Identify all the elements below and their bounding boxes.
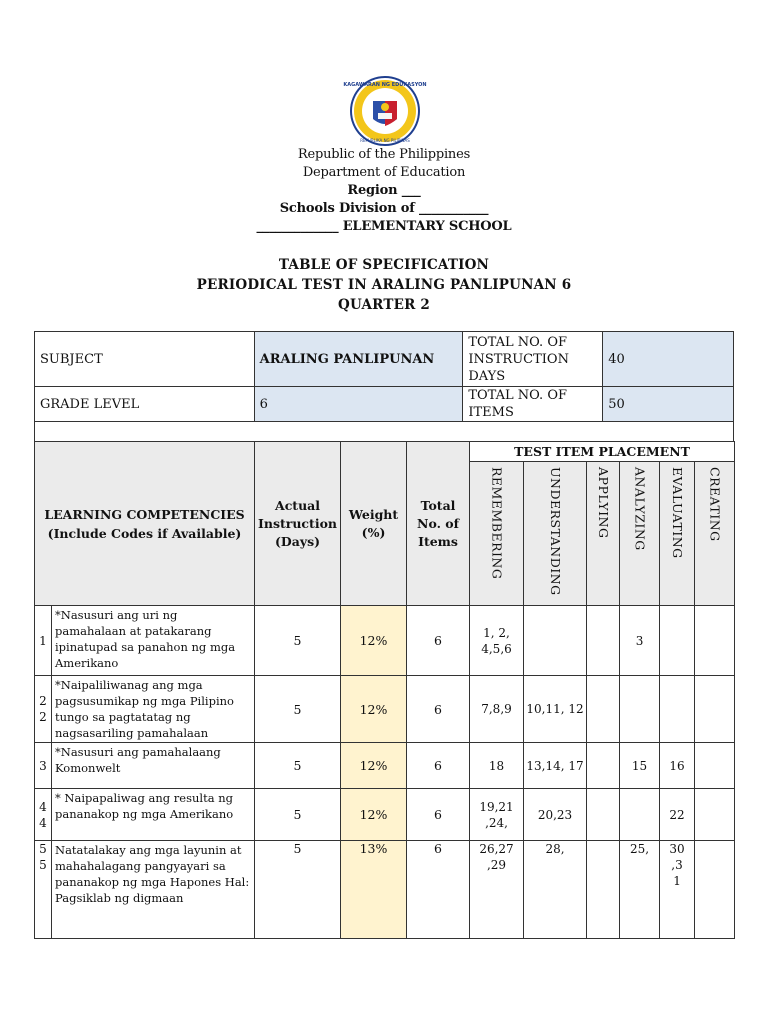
table-row bbox=[35, 841, 735, 939]
grade-label: GRADE LEVEL bbox=[35, 387, 255, 422]
level-applying: APPLYING bbox=[587, 462, 620, 606]
remembering-cell: 19,21 ,24, bbox=[470, 789, 524, 841]
analyzing-cell bbox=[620, 676, 660, 743]
header-school: _____________ ELEMENTARY SCHOOL bbox=[256, 219, 512, 234]
header-division: Schools Division of ___________ bbox=[279, 201, 489, 216]
remembering-cell: 26,27 ,29 bbox=[470, 841, 524, 939]
weight-cell: 12% bbox=[341, 789, 407, 841]
subject-label: SUBJECT bbox=[35, 332, 255, 387]
remembering-cell: 7,8,9 bbox=[470, 676, 524, 743]
understanding-cell: 13,14, 17 bbox=[524, 743, 587, 789]
header-country: Republic of the Philippines bbox=[297, 147, 471, 162]
title-line-1: TABLE OF SPECIFICATION bbox=[278, 257, 490, 273]
creating-cell bbox=[695, 676, 735, 743]
specification-table bbox=[34, 441, 735, 939]
level-understanding: UNDERSTANDING bbox=[524, 462, 587, 606]
creating-cell bbox=[695, 841, 735, 939]
days-cell: 5 bbox=[255, 676, 341, 743]
creating-cell bbox=[695, 743, 735, 789]
applying-cell bbox=[587, 841, 620, 939]
understanding-cell bbox=[524, 606, 587, 676]
items-value: 50 bbox=[603, 387, 734, 422]
subject-value: ARALING PANLIPUNAN bbox=[254, 332, 463, 387]
days-cell: 5 bbox=[255, 743, 341, 789]
deped-seal-icon bbox=[343, 75, 427, 147]
days-label: TOTAL NO. OF INSTRUCTION DAYS bbox=[463, 332, 603, 387]
items-cell: 6 bbox=[407, 676, 470, 743]
weight-cell: 13% bbox=[341, 841, 407, 939]
title-line-3: QUARTER 2 bbox=[337, 297, 431, 313]
days-cell: 5 bbox=[255, 841, 341, 939]
items-cell: 6 bbox=[407, 743, 470, 789]
level-remembering: REMEMBERING bbox=[470, 462, 524, 606]
level-analyzing: ANALYZING bbox=[620, 462, 660, 606]
row-number: 5 5 bbox=[35, 841, 52, 939]
weight-cell: 12% bbox=[341, 676, 407, 743]
col-days: Actual Instruction (Days) bbox=[255, 442, 341, 606]
remembering-cell: 1, 2, 4,5,6 bbox=[470, 606, 524, 676]
analyzing-cell: 15 bbox=[620, 743, 660, 789]
info-table bbox=[34, 331, 734, 442]
weight-cell: 12% bbox=[341, 606, 407, 676]
col-competencies: LEARNING COMPETENCIES (Include Codes if Available) bbox=[35, 442, 255, 606]
understanding-cell: 28, bbox=[524, 841, 587, 939]
svg-text:KAGAWARAN NG EDUKASYON: KAGAWARAN NG EDUKASYON bbox=[343, 82, 427, 88]
test-item-placement-header: TEST ITEM PLACEMENT bbox=[470, 442, 735, 462]
evaluating-cell: 16 bbox=[660, 743, 695, 789]
items-cell: 6 bbox=[407, 606, 470, 676]
applying-cell bbox=[587, 676, 620, 743]
applying-cell bbox=[587, 743, 620, 789]
header-region: Region ___ bbox=[347, 183, 421, 198]
competency-text: *Nasusuri ang pamahalaang Komonwelt bbox=[52, 743, 255, 789]
title-line-2: PERIODICAL TEST IN ARALING PANLIPUNAN 6 bbox=[196, 277, 572, 293]
competency-text: *Naipaliliwanag ang mga pagsusumikap ng mga Pilipino tungo sa pagtatatag ng nagsasariling pamahalaan bbox=[52, 676, 255, 743]
applying-cell bbox=[587, 789, 620, 841]
row-number: 4 4 bbox=[35, 789, 52, 841]
remembering-cell: 18 bbox=[470, 743, 524, 789]
table-row bbox=[35, 789, 735, 841]
items-cell: 6 bbox=[407, 789, 470, 841]
applying-cell bbox=[587, 606, 620, 676]
evaluating-cell bbox=[660, 606, 695, 676]
understanding-cell: 10,11, 12 bbox=[524, 676, 587, 743]
header-department: Department of Education bbox=[302, 165, 466, 180]
document-header bbox=[0, 146, 768, 236]
level-creating: CREATING bbox=[695, 462, 735, 606]
table-row bbox=[35, 606, 735, 676]
document-title bbox=[0, 255, 768, 315]
competency-text: Natatalakay ang mga layunin at mahahalagang pangyayari sa pananakop ng mga Hapones Hal: Pagsiklab ng digmaan bbox=[52, 841, 255, 939]
col-weight: Weight (%) bbox=[341, 442, 407, 606]
evaluating-cell: 30 ,3 1 bbox=[660, 841, 695, 939]
items-label: TOTAL NO. OF ITEMS bbox=[463, 387, 603, 422]
analyzing-cell: 3 bbox=[620, 606, 660, 676]
spacer-row bbox=[35, 422, 734, 442]
grade-value: 6 bbox=[254, 387, 463, 422]
col-items: Total No. of Items bbox=[407, 442, 470, 606]
competency-text: *Nasusuri ang uri ng pamahalaan at patakarang ipinatupad sa panahon ng mga Amerikano bbox=[52, 606, 255, 676]
understanding-cell: 20,23 bbox=[524, 789, 587, 841]
evaluating-cell bbox=[660, 676, 695, 743]
weight-cell: 12% bbox=[341, 743, 407, 789]
competency-text: * Naipapaliwag ang resulta ng pananakop ng mga Amerikano bbox=[52, 789, 255, 841]
row-number: 3 bbox=[35, 743, 52, 789]
analyzing-cell bbox=[620, 789, 660, 841]
row-number: 1 bbox=[35, 606, 52, 676]
evaluating-cell: 22 bbox=[660, 789, 695, 841]
days-cell: 5 bbox=[255, 606, 341, 676]
svg-text:REPUBLIKA NG PILIPINAS: REPUBLIKA NG PILIPINAS bbox=[360, 138, 410, 143]
level-evaluating: EVALUATING bbox=[660, 462, 695, 606]
items-cell: 6 bbox=[407, 841, 470, 939]
table-row bbox=[35, 743, 735, 789]
creating-cell bbox=[695, 606, 735, 676]
days-cell: 5 bbox=[255, 789, 341, 841]
days-value: 40 bbox=[603, 332, 734, 387]
row-number: 2 2 bbox=[35, 676, 52, 743]
table-row bbox=[35, 676, 735, 743]
creating-cell bbox=[695, 789, 735, 841]
analyzing-cell: 25, bbox=[620, 841, 660, 939]
